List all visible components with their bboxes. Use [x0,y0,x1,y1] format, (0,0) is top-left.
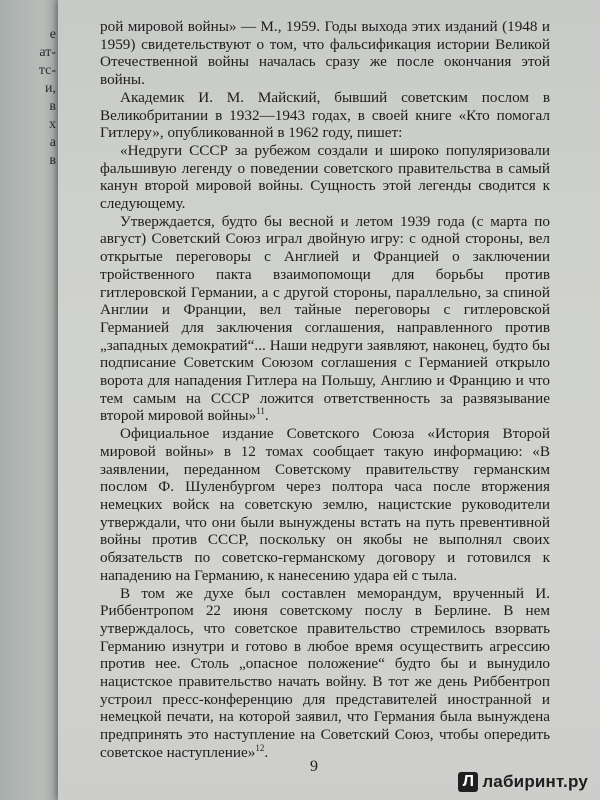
page-number: 9 [310,758,318,775]
left-page-fragment: а [49,135,56,150]
paragraph: В том же духе был составлен меморандум, врученный И. Риббентропом 22 июня советскому послу в Берлине. В нем утверждалось, что советское правительство стремилось взорвать Германию изнутри и готово в любое время осуществить агрессию против нее. Столь „опасное положение“ будто бы и вынудило нацистское правительство начать войну. В тот же день Риббентроп устроил пресс-конференцию для представителей иностранной и немецкой печати, на которой заявил, что Германия была вынуждена предпринять это наступление на Советский Союз, чтобы опередить советское наступление»$^{12}$. [100,584,550,761]
left-page-edge [0,0,60,800]
watermark-text: лабиринт.ру [482,772,588,791]
paragraph: Академик И. М. Майский, бывший советским послом в Великобритании в 1932—1943 годах, в своей книге «Кто помогал Гитлеру», опубликованной в 1962 году, пишет: [100,88,550,142]
left-page-fragment: и, [45,81,56,96]
left-page-fragment: х [49,117,56,132]
footnote-ref: 12 [255,742,265,753]
left-page-fragment: е [49,27,56,42]
left-page-fragment: ат- [39,45,56,60]
paragraph: Утверждается, будто бы весной и летом 1939 года (с марта по август) Советский Союз играл двойную игру: с одной стороны, вел открытые переговоры с Англией и Францией о заключении тройственного пакта взаимопомощи для борьбы против гитлеровской Германии, а с другой стороны, параллельно, за спиной Англии и Франции, вел тайные переговоры с гитлеровской Германией для заключения соглашения, направленного против „западных демократий“... Наши недруги заявляют, наконец, будто бы подписание Советским Союзом соглашения с Германией открыло ворота для нападения Гитлера на Польшу, Англию и Францию и что тем самым на СССР ложится ответственность за развязывание второй мировой войны»$^{11}$. [100,212,550,425]
footnote-ref: 11 [256,406,265,417]
paragraph: Официальное издание Советского Союза «История Второй мировой войны» в 12 томах сообщает такую информацию: «В заявлении, переданном Советскому правительству германским послом Ф. Шуленбургом через полтора часа после вторжения немецких войск на советскую землю, нацистские руководители утверждали, что они были вынуждены встать на путь превентивной войны против СССР, поскольку он якобы не выполнял своих обязательств по советско-германскому договору и готовился к нападению на Германию, к нанесению удара ей с тыла. [100,425,550,584]
page-body-text [100,18,550,762]
left-page-fragment: в [49,99,56,114]
paragraph: «Недруги СССР за рубежом создали и широко популяризовали фальшивую легенду о поведении советского правительства в самый канун второй мировой войны. Сущность этой легенды сводится к следующему. [100,141,550,213]
left-page-fragment: тс- [38,63,56,78]
left-page-fragment: в [49,153,56,168]
labirint-logo-icon: Л [458,772,478,792]
watermark-logo [458,772,588,792]
paragraph: рой мировой войны» — М., 1959. Годы выхода этих изданий (1948 и 1959) свидетельствуют о том, что фальсификация истории Великой Отечественной войны началась сразу же после окончания этой войны. [100,18,550,89]
